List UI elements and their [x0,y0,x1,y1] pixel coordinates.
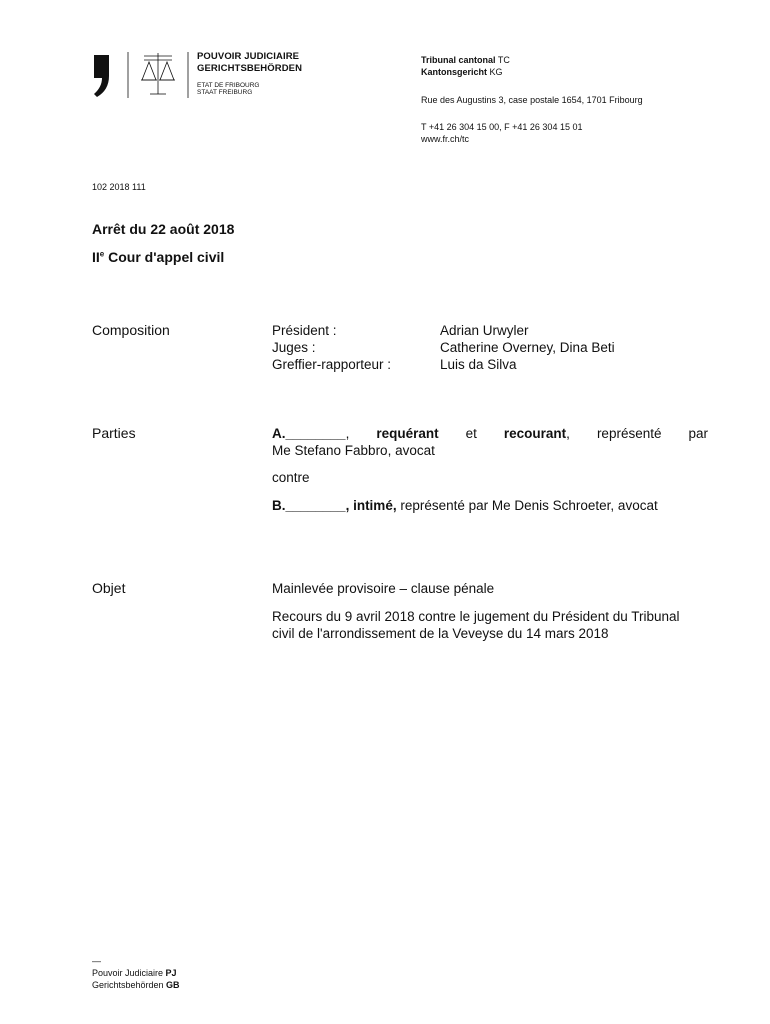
party-a-line: A.________, requérant et recourant, représenté par [272,426,708,441]
objet-appeal-line: Recours du 9 avril 2018 contre le jugement du Président du Tribunal [272,609,680,624]
org-name-de: GERICHTSBEHÖRDEN [197,63,303,74]
composition-role: Juges : [272,340,316,355]
footer-line: Gerichtsbehörden GB [92,980,180,990]
org-name-fr: POUVOIR JUDICIAIRE [197,51,300,62]
composition-name: Adrian Urwyler [440,323,529,338]
composition-label: Composition [92,322,170,338]
court-website: www.fr.ch/tc [421,134,470,144]
court-address: Rue des Augustins 3, case postale 1654, 1701 Fribourg [421,95,643,105]
party-b-line: B.________, intimé, représenté par Me Denis Schroeter, avocat [272,498,658,513]
court-name-fr: Tribunal cantonal TC [421,55,510,65]
scales-of-justice-icon [141,53,175,94]
party-a-lawyer: Me Stefano Fabbro, avocat [272,443,435,458]
parties-label: Parties [92,425,136,441]
court-logo [92,50,192,100]
judgment-date-title: Arrêt du 22 août 2018 [92,221,235,237]
composition-name: Luis da Silva [440,357,517,372]
composition-role: Greffier-rapporteur : [272,357,392,372]
footer-dash: — [92,956,101,966]
state-fr: ETAT DE FRIBOURG [197,82,260,89]
comma-mark-icon [94,55,109,97]
case-reference: 102 2018 111 [92,182,146,192]
composition-name: Catherine Overney, Dina Beti [440,340,615,355]
court-name-de: Kantonsgericht KG [421,67,503,77]
composition-role: Président : [272,323,337,338]
objet-label: Objet [92,580,126,596]
footer-line: Pouvoir Judiciaire PJ [92,968,177,978]
versus-text: contre [272,470,310,485]
court-phone: T +41 26 304 15 00, F +41 26 304 15 01 [421,122,583,132]
objet-subject: Mainlevée provisoire – clause pénale [272,581,495,596]
state-de: STAAT FREIBURG [197,89,253,96]
objet-appeal-line: civil de l'arrondissement de la Veveyse du 14 mars 2018 [272,626,609,641]
court-chamber-title: IIe Cour d'appel civil [92,249,225,265]
